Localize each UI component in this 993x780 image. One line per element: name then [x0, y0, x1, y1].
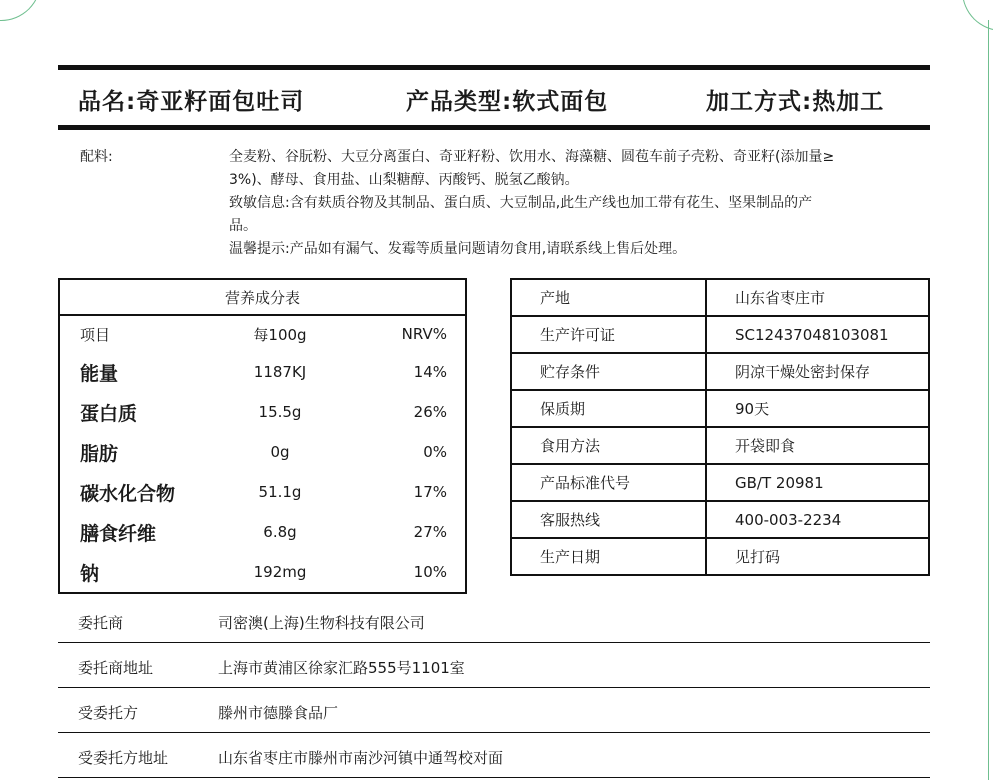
allergen-line: 品。: [229, 218, 257, 234]
info-key: 生产许可证: [511, 316, 706, 353]
ingredients-line: 3%)、酵母、食用盐、山梨糖醇、丙酸钙、脱氢乙酸钠。: [229, 172, 579, 188]
allergen-line: 致敏信息:含有麸质谷物及其制品、蛋白质、大豆制品,此生产线也加工带有花生、坚果制品的产: [229, 195, 813, 211]
consignment-row: [58, 688, 930, 733]
consignment-row: [58, 643, 930, 688]
product-name: 品名:奇亚籽面包吐司: [78, 89, 305, 115]
process-method: 加工方式:热加工: [706, 89, 885, 115]
product-info-table: [510, 278, 930, 576]
info-row: [511, 427, 929, 464]
info-row: [511, 316, 929, 353]
nutrition-row: [59, 432, 466, 472]
nutrient-nrv: 27%: [413, 523, 447, 541]
info-key: 保质期: [511, 390, 706, 427]
nutrient-nrv: 14%: [413, 363, 447, 381]
ingredients-label: 配料:: [80, 149, 113, 165]
info-value: 见打码: [706, 538, 929, 575]
nutrition-row: [59, 552, 466, 593]
notice-line: 温馨提示:产品如有漏气、发霉等质量问题请勿食用,请联系线上售后处理。: [229, 241, 687, 257]
nutrition-title: 营养成分表: [59, 279, 466, 315]
info-value: 开袋即食: [706, 427, 929, 464]
nutrient-amount: 0g: [270, 443, 290, 461]
title-row: [58, 68, 930, 128]
info-key: 客服热线: [511, 501, 706, 538]
consignment-key: 受委托方: [78, 704, 139, 722]
info-row: [511, 501, 929, 538]
info-value: 阴凉干燥处密封保存: [706, 353, 929, 390]
nutrient-amount: 192mg: [253, 563, 307, 581]
nutrient-name: 碳水化合物: [80, 482, 176, 505]
nutrition-header-nrv: NRV%: [340, 315, 466, 352]
title-bottom-rule: [58, 125, 930, 130]
nutrition-header-item: 项目: [59, 315, 220, 352]
nutrient-nrv: 17%: [413, 483, 447, 501]
info-row: [511, 538, 929, 575]
info-row: [511, 464, 929, 501]
nutrient-name: 脂肪: [80, 442, 119, 465]
info-key: 产地: [511, 279, 706, 316]
info-value: 400-003-2234: [706, 501, 929, 538]
nutrient-name: 蛋白质: [80, 402, 138, 425]
consignment-key: 委托商: [78, 614, 124, 632]
nutrition-row: [59, 472, 466, 512]
consignment-row: [58, 733, 930, 778]
nutrient-name: 能量: [80, 362, 119, 385]
frame-edge-right: [988, 20, 989, 780]
info-row: [511, 279, 929, 316]
nutrient-nrv: 10%: [413, 563, 447, 581]
consignment-row: [58, 598, 930, 643]
nutrition-row: [59, 512, 466, 552]
nutrient-amount: 51.1g: [258, 483, 302, 501]
product-type: 产品类型:软式面包: [406, 89, 609, 115]
nutrient-amount: 15.5g: [258, 403, 302, 421]
consignment-value: 滕州市德滕食品厂: [218, 704, 339, 722]
info-value: SC12437048103081: [706, 316, 929, 353]
consignment-key: 受委托方地址: [78, 749, 169, 767]
info-row: [511, 353, 929, 390]
info-value: 90天: [706, 390, 929, 427]
nutrient-nrv: 26%: [413, 403, 447, 421]
nutrition-table: [58, 278, 467, 594]
nutrient-amount: 6.8g: [263, 523, 297, 541]
consignment-key: 委托商地址: [78, 659, 154, 677]
nutrient-name: 钠: [80, 562, 100, 585]
ingredients-text: [229, 146, 919, 261]
nutrient-amount: 1187KJ: [253, 363, 307, 381]
info-key: 生产日期: [511, 538, 706, 575]
nutrient-nrv: 0%: [423, 443, 447, 461]
ingredients-line: 全麦粉、谷朊粉、大豆分离蛋白、奇亚籽粉、饮用水、海藻糖、圆苞车前子壳粉、奇亚籽(添加量≥: [229, 149, 835, 165]
nutrition-row: [59, 352, 466, 392]
info-value: 山东省枣庄市: [706, 279, 929, 316]
info-value: GB/T 20981: [706, 464, 929, 501]
consignment-section: [58, 598, 930, 778]
info-key: 食用方法: [511, 427, 706, 464]
nutrition-header-per100g: 每100g: [220, 315, 340, 352]
consignment-value: 司密澳(上海)生物科技有限公司: [218, 614, 425, 632]
info-key: 产品标准代号: [511, 464, 706, 501]
nutrient-name: 膳食纤维: [80, 522, 157, 545]
frame-corner-left: [0, 0, 41, 21]
consignment-value: 上海市黄浦区徐家汇路555号1101室: [218, 659, 465, 677]
info-row: [511, 390, 929, 427]
consignment-value: 山东省枣庄市滕州市南沙河镇中通驾校对面: [218, 749, 504, 767]
info-key: 贮存条件: [511, 353, 706, 390]
nutrition-row: [59, 392, 466, 432]
